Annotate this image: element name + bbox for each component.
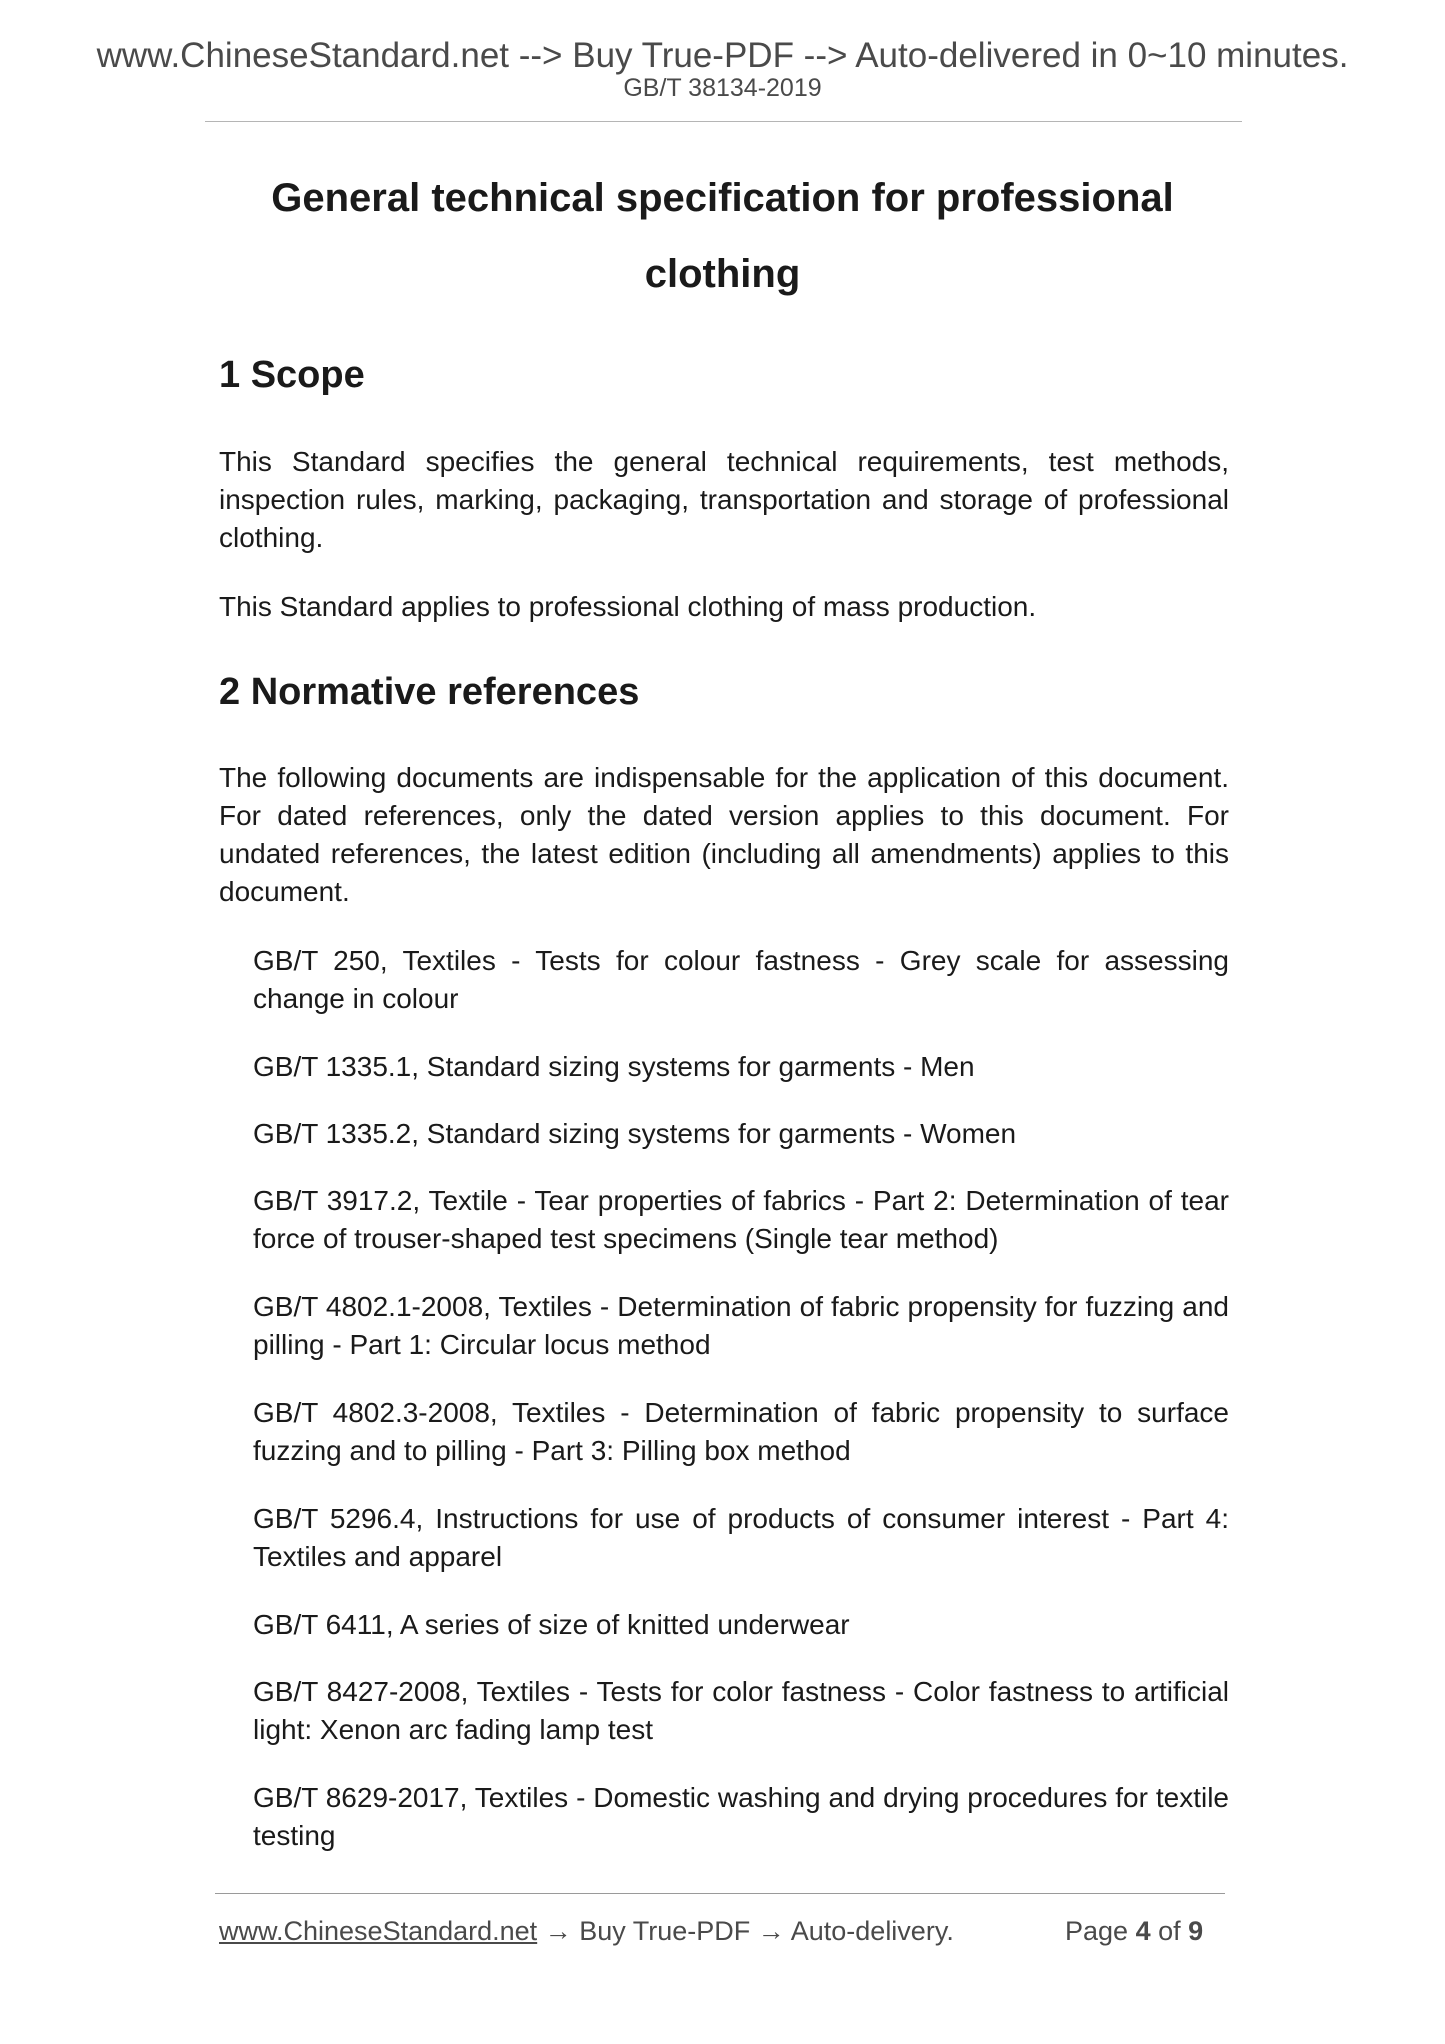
reference-item: GB/T 3917.2, Textile - Tear properties of fabrics - Part 2: Determination of tear force of trouser-shaped test specimens (Single tear method) [253, 1185, 1229, 1254]
page-indicator [1065, 1915, 1203, 1947]
reference-item: GB/T 8629-2017, Textiles - Domestic washing and drying procedures for textile testing [253, 1782, 1229, 1851]
footer-site-link[interactable]: www.ChineseStandard.net [219, 1916, 538, 1946]
document-title [200, 160, 1245, 312]
reference-item: GB/T 6411, A series of size of knitted underwear [253, 1609, 850, 1640]
footer-divider [215, 1893, 1225, 1894]
page-total: 9 [1188, 1916, 1204, 1946]
reference-item: GB/T 5296.4, Instructions for use of products of consumer interest - Part 4: Textiles and apparel [253, 1503, 1229, 1572]
scope-paragraph-2: This Standard applies to professional clothing of mass production. [219, 591, 1037, 622]
references-intro-paragraph: The following documents are indispensable for the application of this document. For dated references, only the dated version applies to this document. For undated references, the latest edition (including all amendments) applies to this document. [219, 762, 1229, 907]
footer-promo [219, 1915, 954, 1947]
header-divider [205, 121, 1242, 122]
reference-item: GB/T 1335.2, Standard sizing systems for garments - Women [253, 1118, 1017, 1149]
section-heading-normative-references: 2 Normative references [219, 671, 640, 713]
reference-item: GB/T 250, Textiles - Tests for colour fastness - Grey scale for assessing change in colour [253, 945, 1229, 1014]
page-label: Page [1065, 1916, 1129, 1946]
scope-paragraph-1: This Standard specifies the general technical requirements, test methods, inspection rules, marking, packaging, transportation and storage of professional clothing. [219, 446, 1229, 553]
reference-item: GB/T 4802.1-2008, Textiles - Determination of fabric propensity for fuzzing and pilling - Part 1: Circular locus method [253, 1291, 1229, 1360]
site-banner: www.ChineseStandard.net --> Buy True-PDF --> Auto-delivered in 0~10 minutes. [96, 36, 1349, 75]
reference-item: GB/T 8427-2008, Textiles - Tests for color fastness - Color fastness to artificial light: Xenon arc fading lamp test [253, 1676, 1229, 1745]
title-line-2: clothing [644, 252, 801, 296]
reference-item: GB/T 4802.3-2008, Textiles - Determination of fabric propensity to surface fuzzing and to pilling - Part 3: Pilling box method [253, 1397, 1229, 1466]
footer-tagline: → Buy True-PDF → Auto-delivery. [537, 1916, 954, 1946]
page-current: 4 [1135, 1916, 1151, 1946]
page-of-label: of [1158, 1916, 1181, 1946]
reference-item: GB/T 1335.1, Standard sizing systems for garments - Men [253, 1051, 975, 1082]
title-line-1: General technical specification for professional [271, 176, 1174, 220]
document-code: GB/T 38134-2019 [623, 74, 822, 102]
section-heading-scope: 1 Scope [219, 354, 365, 396]
